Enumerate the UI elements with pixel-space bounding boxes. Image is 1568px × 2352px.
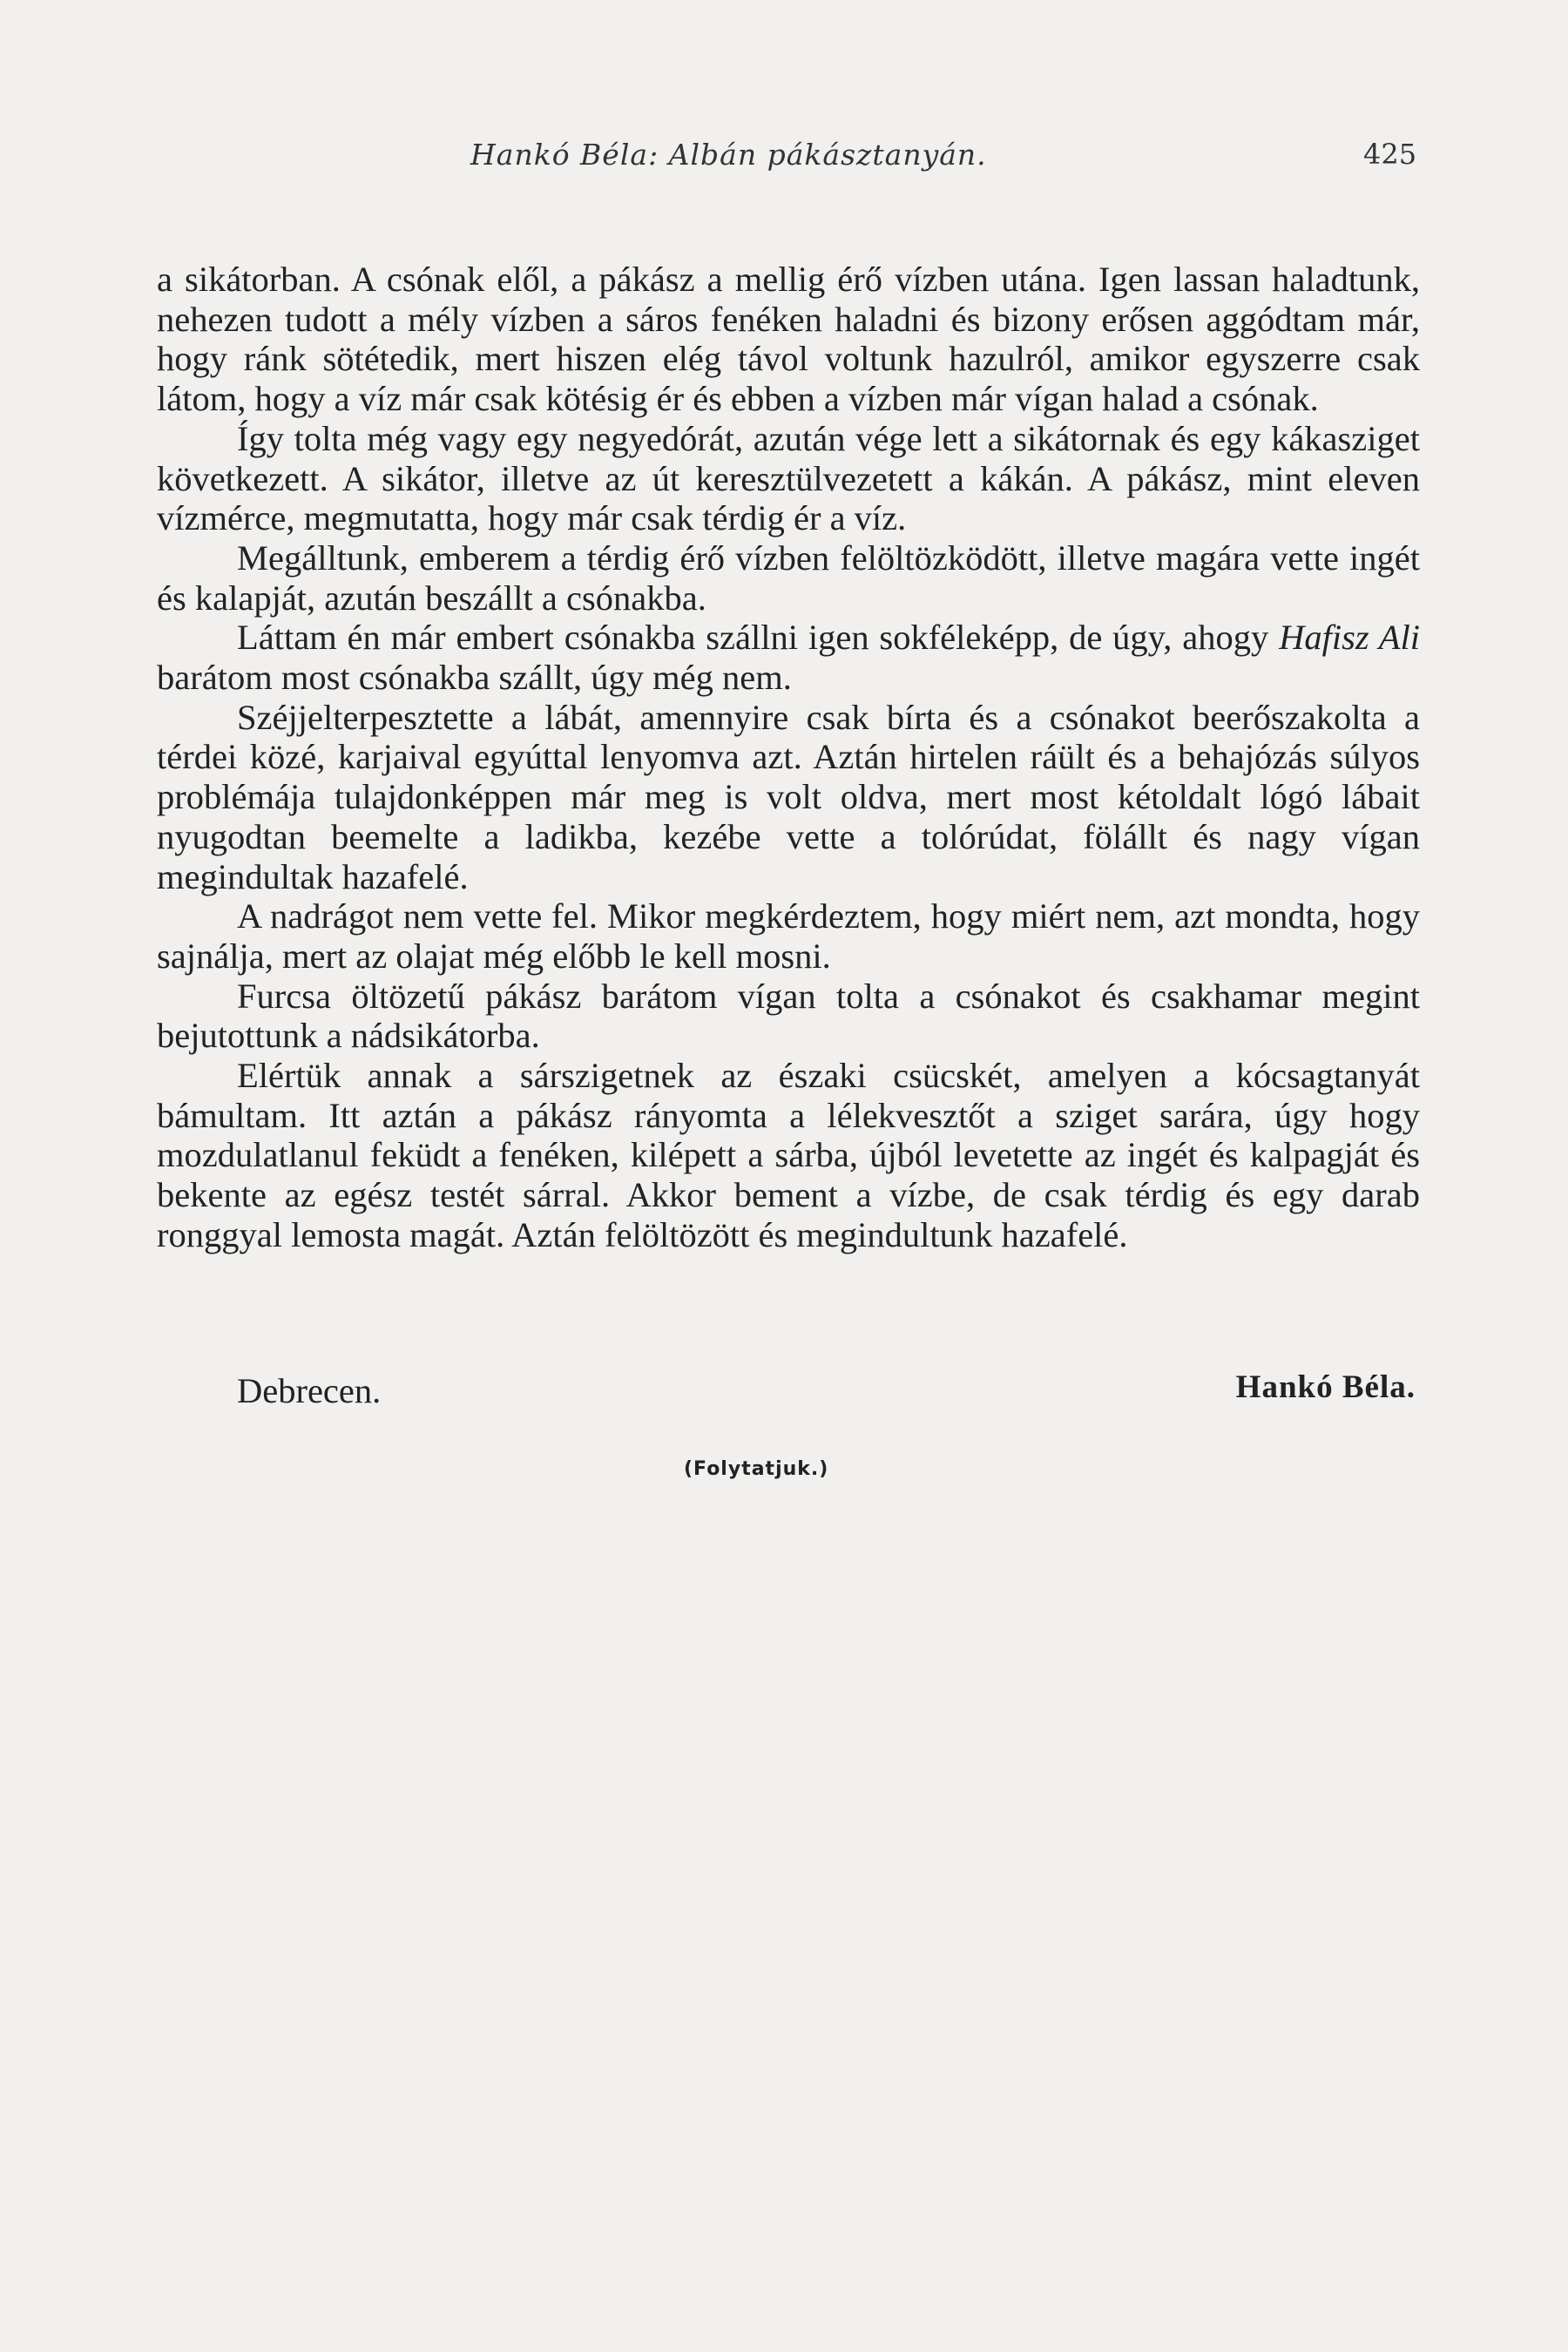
signature-row: [157, 1370, 1420, 1414]
signature-author: Hankó Béla.: [1235, 1369, 1416, 1405]
paragraph-6: A nadrágot nem vette fel. Mikor megkérdeztem, hogy miért nem, azt mondta, hogy sajnálja, mert az olajat még előbb le kell mosni.: [157, 896, 1420, 976]
running-title: Hankó Béla: Albán pákásztanyán.: [470, 138, 987, 172]
article-body: [157, 260, 1420, 1255]
paragraph-4-start: Láttam én már embert csónakba szállni igen sokféleképp, de úgy, ahogy: [237, 618, 1280, 658]
paragraph-4-name: Hafisz Ali: [1279, 618, 1420, 658]
signature-place: Debrecen.: [237, 1371, 382, 1410]
continued-note: (Folytatjuk.): [684, 1458, 829, 1480]
paragraph-1: a sikátorban. A csónak elől, a pákász a mellig érő vízben utána. Igen lassan haladtunk, nehezen tudott a mély vízben a sáros fenéken haladni és bizony erősen aggódtam már, hogy ránk sötétedik, mert hiszen elég távol voltunk hazulról, amikor egyszerre csak látom, hogy a víz már csak kötésig ér és ebben a vízben már vígan halad a csónak.: [157, 260, 1420, 419]
paragraph-2: Így tolta még vagy egy negyedórát, azután vége lett a sikátornak és egy kákasziget következett. A sikátor, illetve az út keresztülvezetett a kákán. A pákász, mint eleven vízmérce, megmutatta, hogy már csak térdig ér a víz.: [157, 418, 1420, 538]
paragraph-8: Elértük annak a sárszigetnek az északi csücskét, amelyen a kócsagtanyát bámultam. Itt aztán a pákász rányomta a lélekvesztőt a sziget sarára, úgy hogy mozdulatlanul feküdt a fenéken, kilépett a sárba, újból levetette az ingét és kalpagját és bekente az egész testét sárral. Akkor bement a vízbe, de csak térdig és egy darab ronggyal lemosta magát. Aztán felöltözött és megindultunk hazafelé.: [157, 1056, 1420, 1254]
paragraph-3: Megálltunk, emberem a térdig érő vízben felöltözködött, illetve magára vette ingét és kalapját, azután beszállt a csónakba.: [157, 537, 1420, 618]
paragraph-5: Széjjelterpesztette a lábát, amennyire csak bírta és a csónakot beerőszakolta a térdei közé, karjaival egyúttal lenyomva azt. Aztán hirtelen ráült és a behajózás súlyos problémája tulajdonképpen már meg is volt oldva, mert most kétoldalt lógó lábait nyugodtan beemelte a ladikba, kezébe vette a tolórúdat, fölállt és nagy vígan megindultak hazafelé.: [157, 697, 1420, 896]
paragraph-4-end: barátom most csónakba szállt, úgy még nem.: [157, 658, 792, 698]
page-number: 425: [1363, 138, 1417, 171]
paragraph-7: Furcsa öltözetű pákász barátom vígan tolta a csónakot és csakhamar megint bejutottunk a nádsikátorba.: [157, 976, 1420, 1056]
paragraph-4: [157, 618, 1420, 697]
